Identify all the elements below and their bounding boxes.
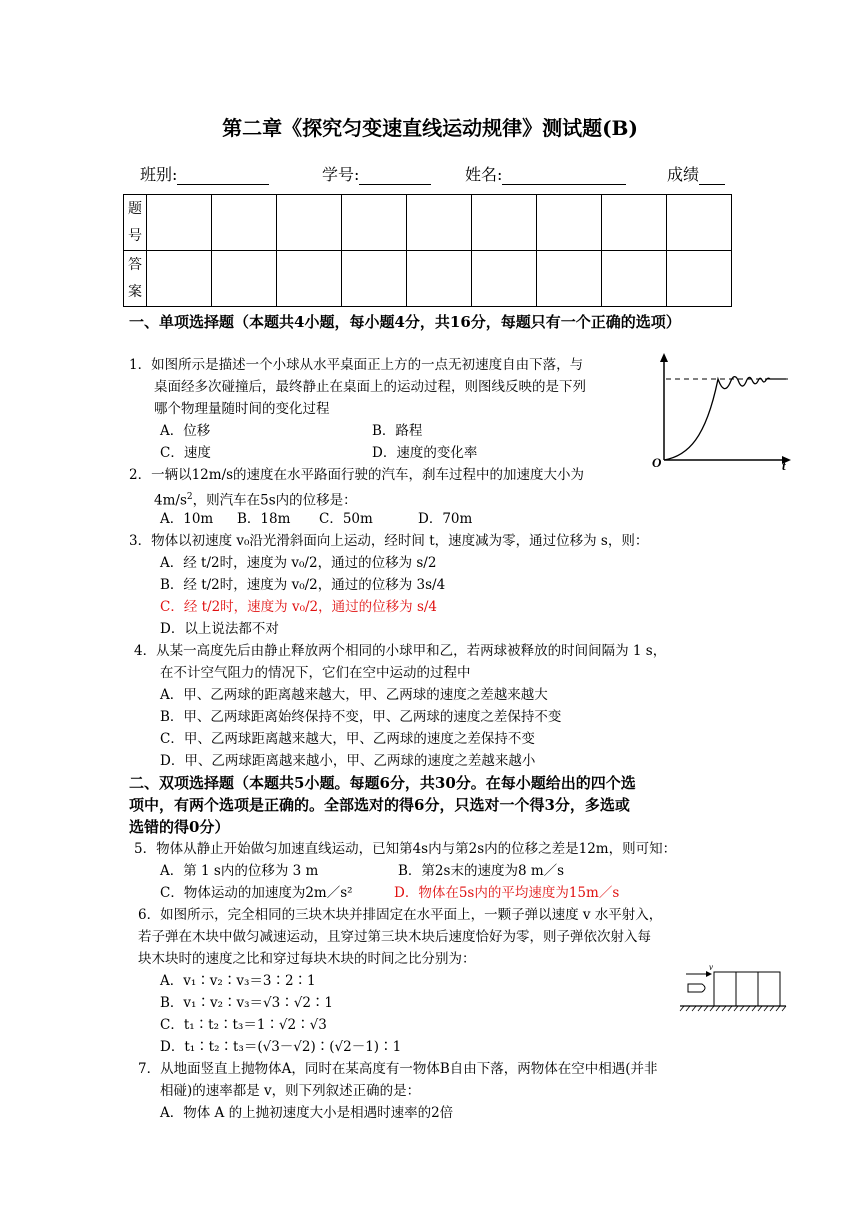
page-title: 第二章《探究匀变速直线运动规律》测试题(B)	[222, 116, 638, 140]
table-cell[interactable]	[212, 195, 277, 251]
curve	[664, 377, 786, 460]
table-cell[interactable]	[472, 251, 537, 307]
q7-line2: 相碰)的速率都是 v，则下列叙述正确的是：	[160, 1083, 421, 1099]
score-field	[667, 162, 725, 185]
wood-block-1	[714, 972, 736, 1006]
q1-line3: 哪个物理量随时间的变化过程	[154, 401, 330, 417]
table-cell[interactable]	[212, 251, 277, 307]
q7-option-a[interactable]: A．物体 A 的上抛初速度大小是相遇时速率的2倍	[160, 1105, 454, 1121]
q5-option-c[interactable]: C．物体运动的加速度为2m／s²	[160, 885, 353, 901]
q1-line2: 桌面经多次碰撞后，最终静止在桌面上的运动过程，则图线反映的是下列	[154, 379, 586, 395]
q2-option-c[interactable]: C．50m	[319, 511, 373, 527]
table-cell[interactable]	[667, 251, 732, 307]
q3-option-a[interactable]: A．经 t/2时，速度为 v₀/2，通过的位移为 s/2	[160, 555, 437, 571]
q4-line1: 4．从某一高度先后由静止释放两个相同的小球甲和乙，若两球被释放的时间间隔为 1 s，	[134, 643, 667, 659]
table-cell[interactable]	[342, 251, 407, 307]
y-axis-arrow	[660, 353, 668, 362]
table-cell[interactable]	[472, 195, 537, 251]
section1-heading: 一、单项选择题（本题共4小题，每小题4分，共16分，每题只有一个正确的选项）	[129, 313, 681, 331]
q3-option-c[interactable]: C．经 t/2时，速度为 v₀/2，通过的位移为 s/4	[160, 599, 438, 615]
class-field	[140, 162, 269, 185]
q5-line1: 5．物体从静止开始做匀加速直线运动，已知第4s内与第2s内的位移之差是12m，则可知：	[134, 841, 677, 857]
q1-option-d[interactable]: D．速度的变化率	[372, 445, 478, 461]
row-header-question: 题号	[124, 195, 147, 251]
name-label: 姓名:	[465, 165, 503, 184]
name-blank[interactable]	[502, 168, 626, 185]
q6-option-b[interactable]: B．v₁∶v₂∶v₃＝√3∶√2∶1	[160, 995, 334, 1011]
section2-line1: 二、双项选择题（本题共5小题。每题6分，共30分。在每小题给出的四个选	[129, 774, 636, 792]
table-cell[interactable]	[407, 195, 472, 251]
table-cell[interactable]	[342, 195, 407, 251]
number-blank[interactable]	[359, 168, 431, 185]
table-cell[interactable]	[602, 251, 667, 307]
q1-option-b[interactable]: B．路程	[372, 423, 423, 439]
class-blank[interactable]	[177, 168, 269, 185]
q2-option-b[interactable]: B．18m	[237, 511, 291, 527]
t-label: t	[782, 458, 786, 473]
name-field	[465, 162, 626, 185]
table-cell[interactable]	[537, 251, 602, 307]
number-field	[322, 162, 431, 185]
q6-figure	[678, 960, 788, 1015]
q2-line2: $4m/s^2$，则汽车在5s内的位移是：	[154, 492, 357, 509]
table-row	[124, 195, 732, 251]
q3-line1: 3．物体以初速度 v₀沿光滑斜面向上运动，经时间 t，速度减为零，通过位移为 s，则：	[129, 533, 649, 549]
q3-option-d[interactable]: D．以上说法都不对	[160, 621, 279, 637]
q2-option-d[interactable]: D．70m	[418, 511, 473, 527]
table-cell[interactable]	[407, 251, 472, 307]
q4-option-a[interactable]: A．甲、乙两球的距离越来越大，甲、乙两球的速度之差越来越大	[160, 687, 548, 703]
q6-line2: 若子弹在木块中做匀减速运动，且穿过第三块木块后速度恰好为零，则子弹依次射入每	[138, 929, 651, 945]
wood-block-2	[736, 972, 758, 1006]
ground-hatch	[680, 1006, 786, 1011]
table-cell[interactable]	[277, 251, 342, 307]
q7-line1: 7．从地面竖直上抛物体A，同时在某高度有一物体B自由下落，两物体在空中相遇(并非	[138, 1061, 658, 1077]
bullet-icon	[688, 984, 705, 992]
class-label: 班别:	[140, 165, 178, 184]
score-label: 成绩	[667, 165, 700, 184]
q6-line1: 6．如图所示，完全相同的三块木块并排固定在水平面上，一颗子弹以速度 v 水平射入，	[138, 907, 663, 923]
table-cell[interactable]	[537, 195, 602, 251]
section2-line2: 项中，有两个选项是正确的。全部选对的得6分，只选对一个得3分，多选或	[129, 796, 630, 814]
section2-line3: 选错的得0分）	[129, 818, 230, 836]
q1-line1: 1．如图所示是描述一个小球从水平桌面正上方的一点无初速度自由下落，与	[129, 357, 584, 373]
table-cell[interactable]	[667, 195, 732, 251]
q5-option-a[interactable]: A．第 1 s内的位移为 3 m	[160, 863, 319, 879]
table-row	[124, 251, 732, 307]
origin-label: O	[652, 455, 662, 470]
q6-option-d[interactable]: D．t₁∶t₂∶t₃＝(√3－√2)∶(√2－1)∶1	[160, 1039, 402, 1055]
q4-line2: 在不计空气阻力的情况下，它们在空中运动的过程中	[160, 665, 471, 681]
q5-option-d[interactable]: D．物体在5s内的平均速度为15m／s	[394, 885, 620, 901]
number-label: 学号:	[322, 165, 360, 184]
table-cell[interactable]	[277, 195, 342, 251]
q1-option-c[interactable]: C．速度	[160, 445, 211, 461]
q5-option-b[interactable]: B．第2s末的速度为8 m／s	[398, 863, 565, 879]
table-cell[interactable]	[602, 195, 667, 251]
row-header-answer: 答案	[124, 251, 147, 307]
q6-option-a[interactable]: A．v₁∶v₂∶v₃＝3∶2∶1	[160, 973, 316, 989]
answer-table	[123, 194, 732, 307]
table-cell[interactable]	[147, 251, 212, 307]
q4-option-d[interactable]: D．甲、乙两球距离越来越小，甲、乙两球的速度之差越来越小	[160, 753, 536, 769]
wood-block-3	[758, 972, 780, 1006]
velocity-label: v	[709, 962, 713, 972]
q1-graph	[648, 350, 798, 475]
q6-option-c[interactable]: C．t₁∶t₂∶t₃＝1∶√2∶√3	[160, 1017, 327, 1033]
q2-option-a[interactable]: A．10m	[160, 511, 214, 527]
q6-line3: 块木块时的速度之比和穿过每块木块的时间之比分别为：	[138, 951, 476, 967]
table-cell[interactable]	[147, 195, 212, 251]
score-blank[interactable]	[699, 168, 725, 185]
q1-option-a[interactable]: A．位移	[160, 423, 211, 439]
q3-option-b[interactable]: B．经 t/2时，速度为 v₀/2，通过的位移为 3s/4	[160, 577, 446, 593]
q4-option-c[interactable]: C．甲、乙两球距离越来越大，甲、乙两球的速度之差保持不变	[160, 731, 535, 747]
q4-option-b[interactable]: B．甲、乙两球距离始终保持不变，甲、乙两球的速度之差保持不变	[160, 709, 562, 725]
q2-line1: 2．一辆以12m/s的速度在水平路面行驶的汽车，刹车过程中的加速度大小为	[129, 467, 585, 483]
